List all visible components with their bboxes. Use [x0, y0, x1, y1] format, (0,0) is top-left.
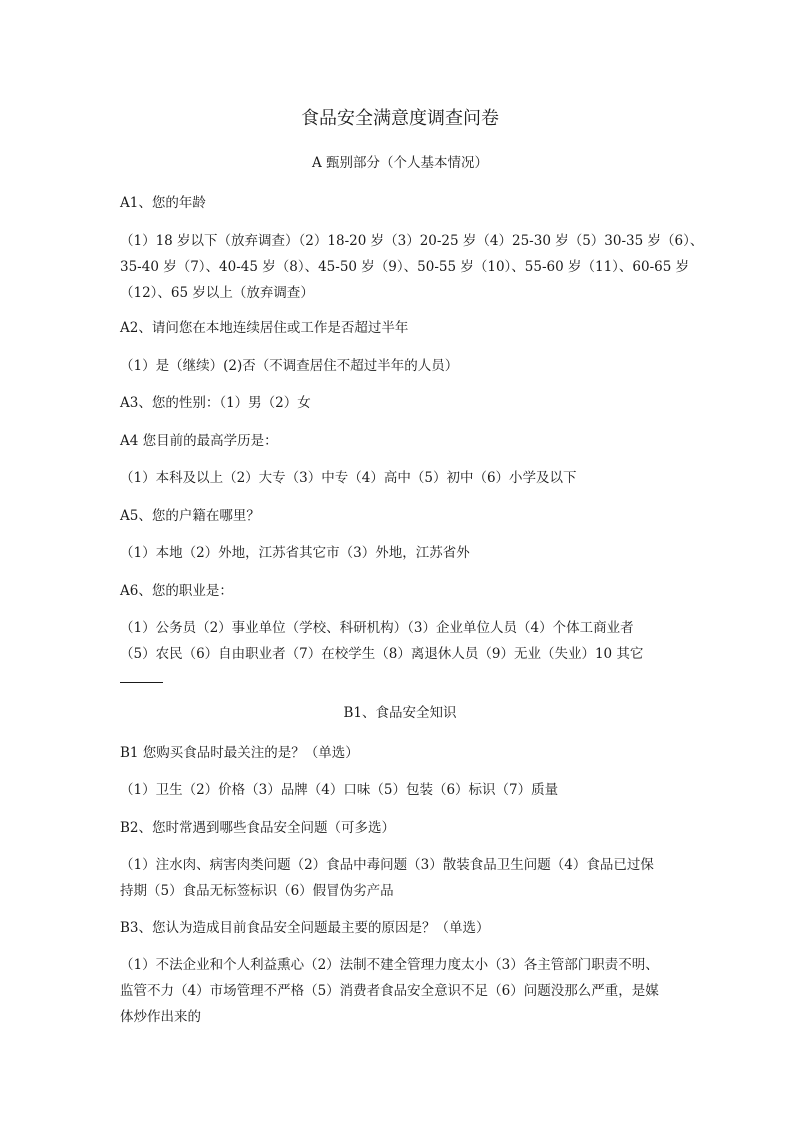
option-line: 监管不力（4）市场管理不严格（5）消费者食品安全意识不足（6）问题没那么严重，是媒	[120, 983, 659, 999]
question-b3-label: B3、您认为造成目前食品安全问题最主要的原因是？（单选）	[120, 920, 490, 936]
question-a3-label: A3、您的性别：（1）男（2）女	[120, 395, 311, 411]
option-line: （5）农民（6）自由职业者（7）在校学生（8）离退休人员（9）无业（失业）10 其它	[120, 646, 644, 662]
section-b-heading: B1、食品安全知识	[343, 705, 457, 721]
divider-rule	[120, 682, 163, 683]
option-line: 体炒作出来的	[120, 1009, 201, 1025]
option-line: （1）本科及以上（2）大专（3）中专（4）高中（5）初中（6）小学及以下	[120, 470, 577, 486]
question-b3-options	[120, 952, 685, 1030]
section-a-heading: A 甄别部分（个人基本情况）	[311, 155, 489, 171]
question-a5-options	[120, 540, 685, 566]
question-b1-options	[120, 777, 685, 803]
option-line: （1）本地（2）外地，江苏省其它市（3）外地，江苏省外	[120, 545, 470, 561]
option-line: 持期（5）食品无标签标识（6）假冒伪劣产品	[120, 883, 394, 899]
option-line: （1）18 岁以下（放弃调查）（2）18-20 岁（3）20-25 岁（4）25-30 岁（5）30-35 岁（6）、	[120, 233, 704, 249]
question-b1-label: B1 您购买食品时最关注的是？（单选）	[120, 745, 359, 761]
question-a6-label: A6、您的职业是：	[120, 583, 233, 599]
option-line: （1）卫生（2）价格（3）品牌（4）口味（5）包装（6）标识（7）质量	[120, 782, 559, 798]
question-a6-options	[120, 615, 685, 667]
question-a4-label: A4 您目前的最高学历是：	[120, 433, 278, 449]
option-line: （1）是（继续）(2)否（不调查居住不超过半年的人员）	[120, 358, 459, 374]
question-b2-options	[120, 852, 685, 904]
page-title: 食品安全满意度调查问卷	[301, 108, 499, 129]
question-a5-label: A5、您的户籍在哪里？	[120, 508, 260, 524]
option-line: （12）、65 岁以上（放弃调查）	[120, 285, 314, 301]
option-line: （1）注水肉、病害肉类问题（2）食品中毒问题（3）散装食品卫生问题（4）食品已过保	[120, 857, 654, 873]
option-line: 35-40 岁（7）、40-45 岁（8）、45-50 岁（9）、50-55 岁（10）、55-60 岁（11）、60-65 岁	[120, 259, 690, 275]
question-b2-label: B2、您时常遇到哪些食品安全问题（可多选）	[120, 820, 396, 836]
question-a2-label: A2、请问您在本地连续居住或工作是否超过半年	[120, 320, 409, 336]
question-a4-options	[120, 465, 685, 491]
question-a2-options	[120, 353, 685, 379]
question-a1-options	[120, 228, 704, 306]
option-line: （1）不法企业和个人利益熏心（2）法制不建全管理力度太小（3）各主管部门职责不明、	[120, 957, 659, 973]
option-line: （1）公务员（2）事业单位（学校、科研机构）（3）企业单位人员（4）个体工商业者	[120, 620, 634, 636]
question-a1-label: A1、您的年龄	[120, 195, 206, 211]
